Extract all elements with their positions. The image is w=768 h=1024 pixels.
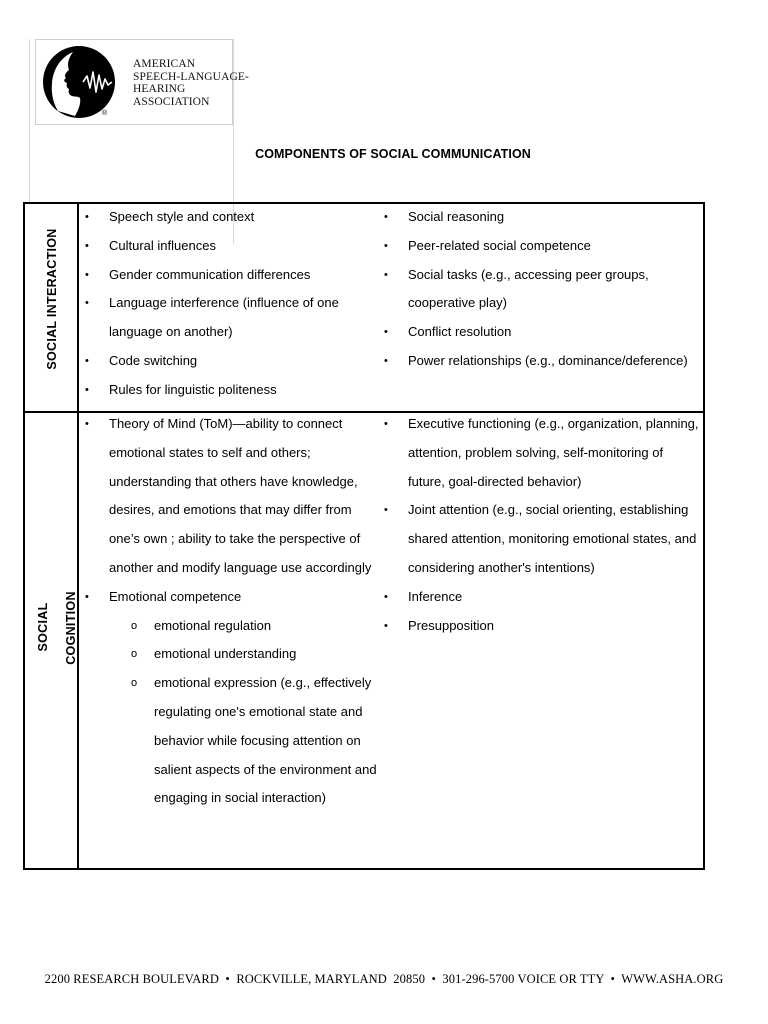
bullet-icon: • — [85, 297, 89, 310]
list-item-text: Speech style and context — [109, 209, 255, 224]
list-item — [80, 583, 380, 612]
bullet-icon: • — [384, 326, 388, 339]
list-item-text: emotional regulation — [154, 617, 272, 633]
list-item-text: Presupposition — [408, 617, 494, 633]
list-item — [379, 496, 703, 582]
bullet-icon: • — [85, 211, 89, 223]
bullet-icon: • — [384, 354, 388, 367]
list-item-text: Language interference (influence of one language on another) — [109, 295, 339, 340]
list-item — [379, 612, 703, 641]
list-item-text: Cultural influences — [109, 237, 216, 253]
bullet-icon: • — [85, 383, 89, 396]
list-item-text: Joint attention (e.g., social orienting, establishing shared attention, monitoring emotional states, and considering another's intentions) — [408, 502, 697, 575]
bullet-icon: • — [384, 590, 388, 603]
list-item — [379, 410, 703, 496]
bullet-icon: • — [85, 268, 89, 281]
list-item — [80, 376, 370, 405]
circle-bullet-icon: o — [131, 648, 138, 661]
list-item — [80, 203, 370, 232]
wordmark-line: AMERICAN — [133, 58, 196, 70]
right-column — [379, 203, 703, 376]
sub-list-item — [80, 612, 380, 641]
table-row-social-cognition — [25, 413, 703, 868]
list-item — [379, 232, 703, 261]
list-item — [80, 410, 380, 583]
circle-bullet-icon: o — [131, 619, 138, 632]
list-item-text: Power relationships (e.g., dominance/deference) — [408, 352, 688, 368]
row-label-cell — [25, 204, 79, 411]
list-item-text: Code switching — [109, 352, 198, 368]
list-item — [379, 347, 703, 376]
list-item-text: Peer-related social competence — [408, 237, 591, 253]
wordmark-line: HEARING — [133, 83, 186, 95]
list-item-text: emotional expression (e.g., effectively regulating one's emotional state and behavior while focusing attention on salient aspects of the environment and engaging in social interaction) — [154, 675, 377, 806]
list-item — [80, 347, 370, 376]
list-item — [80, 289, 370, 347]
list-item-text: Theory of Mind (ToM)—ability to connect emotional states to self and others; understanding that others have knowledge, desires, and emotions that may differ from one’s own ; ability to take the perspective of another and modify language use accordingly — [109, 416, 372, 575]
row-label: SOCIAL — [36, 602, 50, 652]
circle-bullet-icon: o — [131, 677, 138, 690]
list-item-text: Rules for linguistic politeness — [109, 381, 277, 397]
footer-address: 2200 RESEARCH BOULEVARD • ROCKVILLE, MARYLAND 20850 • 301-296-5700 VOICE OR TTY • WWW.ASHA.ORG — [44, 972, 724, 986]
list-item-text: Social reasoning — [408, 209, 505, 224]
list-item-text: Gender communication differences — [109, 266, 311, 282]
list-item — [379, 318, 703, 347]
table-row-social-interaction — [25, 204, 703, 413]
row-label-cell — [25, 413, 79, 868]
bullet-icon: • — [85, 418, 89, 430]
list-item — [379, 261, 703, 319]
asha-profile-icon — [42, 45, 116, 119]
left-column — [80, 410, 380, 813]
bullet-icon: • — [384, 211, 388, 223]
bullet-icon: • — [384, 619, 388, 632]
row-label: COGNITION — [64, 591, 78, 665]
asha-wordmark — [133, 58, 249, 108]
list-item — [379, 203, 703, 232]
wordmark-line: SPEECH-LANGUAGE- — [133, 70, 249, 83]
list-item — [80, 232, 370, 261]
list-item-text: Emotional competence — [109, 588, 242, 604]
list-item — [80, 261, 370, 290]
bullet-icon: • — [384, 504, 388, 517]
asha-logo — [35, 39, 249, 125]
list-item-text: emotional understanding — [154, 646, 297, 662]
page-title: COMPONENTS OF SOCIAL COMMUNICATION — [255, 147, 531, 161]
left-column — [80, 203, 370, 405]
list-item-text: Conflict resolution — [408, 324, 512, 340]
sub-list-item — [80, 669, 380, 813]
list-item — [379, 583, 703, 612]
right-column — [379, 410, 703, 640]
list-item-text: Inference — [408, 588, 463, 604]
wordmark-line: ASSOCIATION — [133, 95, 210, 108]
list-item-text: Social tasks (e.g., accessing peer groups, cooperative play) — [408, 266, 649, 311]
list-item-text: Executive functioning (e.g., organization, planning, attention, problem solving, self-monitoring of future, goal-directed behavior) — [408, 416, 699, 489]
bullet-icon: • — [384, 268, 388, 281]
bullet-icon: • — [85, 590, 89, 603]
row-label: SOCIAL INTERACTION — [45, 228, 59, 370]
bullet-icon: • — [85, 239, 89, 252]
bullet-icon: • — [384, 239, 388, 252]
components-table — [23, 202, 705, 870]
bullet-icon: • — [384, 418, 388, 430]
registered-mark: ® — [102, 110, 108, 117]
bullet-icon: • — [85, 354, 89, 367]
sub-list-item — [80, 640, 380, 669]
header-guide-line — [29, 39, 30, 204]
